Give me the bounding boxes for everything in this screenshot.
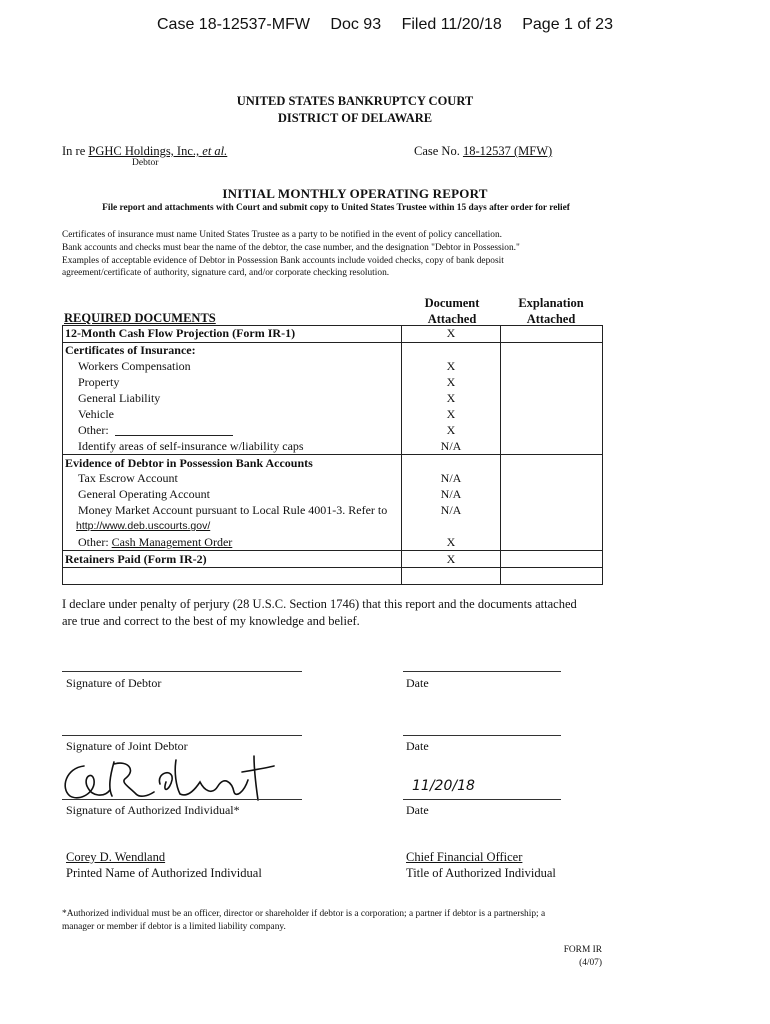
document-attached-cell: N/A: [402, 503, 501, 519]
explanation-attached-cell: [501, 503, 603, 519]
joint-debtor-signature-label: Signature of Joint Debtor: [66, 739, 188, 753]
instruction-line: Certificates of insurance must name United States Trustee as a party to be notified in the event of policy cancellation.: [62, 230, 502, 240]
document-attached-cell: [402, 342, 501, 358]
row-label: [63, 422, 402, 438]
report-subtitle: File report and attachments with Court and submit copy to United States Trustee within 15 days after order for relief: [102, 203, 570, 213]
explanation-attached-cell: [501, 551, 603, 568]
row-label-prefix: Other:: [78, 535, 112, 550]
case-number-label: Case No.: [414, 144, 463, 158]
instructions: [62, 229, 582, 280]
et-al: et al.: [202, 144, 228, 158]
debtor-name: [88, 144, 227, 158]
table-row: [63, 455, 603, 471]
joint-debtor-signature-line[interactable]: [62, 735, 302, 736]
table-row: [63, 359, 603, 375]
table-row: [63, 438, 603, 454]
row-label: General Liability: [63, 391, 402, 407]
document-attached-cell: [402, 568, 501, 585]
row-label: Certificates of Insurance:: [63, 342, 402, 358]
row-label: Property: [63, 375, 402, 391]
debtor-date-label: Date: [406, 676, 429, 690]
form-revision: (4/07): [579, 958, 602, 968]
row-label-text: Other:: [78, 422, 109, 437]
report-title: INITIAL MONTHLY OPERATING REPORT: [222, 186, 488, 201]
explanation-attached-cell: [501, 438, 603, 454]
document-attached-cell: X: [402, 326, 501, 343]
document-attached-cell: [402, 519, 501, 535]
court-name: UNITED STATES BANKRUPTCY COURT: [236, 94, 474, 108]
explanation-attached-cell: [501, 487, 603, 503]
blank-line: [115, 435, 233, 436]
column-header-line: Attached: [526, 312, 576, 326]
signature-drawing: [58, 752, 288, 802]
document-attached-cell: N/A: [402, 487, 501, 503]
in-re-caption: [62, 144, 227, 159]
instruction-line: Examples of acceptable evidence of Debtor in Possession Bank accounts include voided checks, copy of bank deposit: [62, 255, 504, 266]
row-label: Evidence of Debtor in Possession Bank Accounts: [63, 455, 402, 471]
explanation-attached-cell: [501, 519, 603, 535]
handwritten-signature: [58, 752, 288, 802]
document-attached-cell: X: [402, 406, 501, 422]
row-label: General Operating Account: [63, 487, 402, 503]
explanation-attached-cell: [501, 342, 603, 358]
row-label: Workers Compensation: [63, 359, 402, 375]
authorized-date-line[interactable]: [403, 799, 561, 800]
explanation-attached-cell: [501, 326, 603, 343]
table-row: [63, 503, 603, 519]
table-row: [63, 326, 603, 343]
row-label: Money Market Account pursuant to Local Rule 4001-3. Refer to: [63, 503, 402, 519]
table-row: [63, 519, 603, 535]
explanation-attached-cell: [501, 375, 603, 391]
row-label: [63, 535, 402, 551]
filed-date: Filed 11/20/18: [401, 16, 502, 33]
table-row: [63, 487, 603, 503]
required-documents-table: [62, 325, 603, 585]
table-row: [63, 375, 603, 391]
explanation-attached-cell: [501, 406, 603, 422]
explanation-attached-cell: [501, 455, 603, 471]
case-number-value: 18-12537 (MFW): [462, 144, 553, 158]
handwritten-date: 11/20/18: [412, 778, 475, 794]
required-documents-heading: REQUIRED DOCUMENTS: [64, 311, 216, 325]
table-row: [63, 471, 603, 487]
instruction-line: Bank accounts and checks must bear the name of the debtor, the case number, and the designation "Debtor in Possession.": [62, 242, 520, 253]
case-number: [414, 144, 552, 159]
officer-title: Chief Financial Officer: [406, 850, 523, 864]
document-attached-cell: X: [402, 551, 501, 568]
table-row: [63, 342, 603, 358]
explanation-attached-cell: [501, 535, 603, 551]
footnote: *Authorized individual must be an officer, director or shareholder if debtor is a corporation; a partner if debtor is a partnership; a manager or member if debtor is a limited liability company.: [62, 909, 546, 932]
document-attached-cell: [402, 455, 501, 471]
document-attached-cell: X: [402, 422, 501, 438]
authorized-signature-label: Signature of Authorized Individual*: [66, 803, 240, 817]
perjury-declaration: I declare under penalty of perjury (28 U.S.C. Section 1746) that this report and the documents attached are true and correct to the best of my knowledge and belief.: [62, 597, 577, 628]
column-header-line: Attached: [427, 312, 477, 326]
table-row: [63, 422, 603, 438]
table-row: [63, 391, 603, 407]
row-label: Vehicle: [63, 406, 402, 422]
row-label: Retainers Paid (Form IR-2): [63, 551, 402, 568]
document-attached-cell: N/A: [402, 471, 501, 487]
printed-name-label: Printed Name of Authorized Individual: [66, 866, 262, 880]
officer-title-label: Title of Authorized Individual: [406, 866, 556, 880]
explanation-attached-cell: [501, 391, 603, 407]
joint-debtor-date-line[interactable]: [403, 735, 561, 736]
in-re-prefix: In re: [62, 144, 89, 158]
form-name: FORM IR: [563, 945, 602, 955]
column-header-line: Document: [424, 296, 480, 310]
authorized-date-label: Date: [406, 803, 429, 817]
debtor-signature-label: Signature of Debtor: [66, 676, 162, 690]
form-identifier: [540, 944, 602, 970]
explanation-attached-cell: [501, 359, 603, 375]
row-label: 12-Month Cash Flow Projection (Form IR-1): [63, 326, 402, 343]
case-number-header: Case 18-12537-MFW: [157, 16, 310, 33]
document-attached-cell: N/A: [402, 438, 501, 454]
printed-name: Corey D. Wendland: [66, 850, 166, 864]
debtor-date-line[interactable]: [403, 671, 561, 672]
debtor-name-text: PGHC Holdings, Inc.,: [88, 144, 200, 158]
row-label: Identify areas of self-insurance w/liability caps: [63, 438, 402, 454]
document-attached-cell: X: [402, 375, 501, 391]
explanation-attached-cell: [501, 471, 603, 487]
page-count: Page 1 of 23: [522, 16, 613, 33]
document-attached-cell: X: [402, 391, 501, 407]
document-attached-cell: X: [402, 359, 501, 375]
column-header-line: Explanation: [518, 296, 584, 310]
debtor-signature-line[interactable]: [62, 671, 302, 672]
table-row: [63, 568, 603, 585]
column-header-explanation-attached: [501, 295, 601, 327]
instruction-line: agreement/certificate of authority, signature card, and/or corporate checking resolution.: [62, 268, 390, 279]
court-website-link[interactable]: http://www.deb.uscourts.gov/: [63, 519, 402, 535]
table-row: [63, 551, 603, 568]
explanation-attached-cell: [501, 568, 603, 585]
court-title: [0, 93, 710, 127]
table-row: [63, 406, 603, 422]
docket-number: Doc 93: [330, 16, 382, 33]
court-district: DISTRICT OF DELAWARE: [277, 111, 433, 125]
row-label: Tax Escrow Account: [63, 471, 402, 487]
document-attached-cell: X: [402, 535, 501, 551]
table-row: [63, 535, 603, 551]
authorized-signature-line[interactable]: [62, 799, 302, 800]
explanation-attached-cell: [501, 422, 603, 438]
debtor-label: Debtor: [132, 158, 159, 168]
joint-debtor-date-label: Date: [406, 739, 429, 753]
column-header-document-attached: [403, 295, 501, 327]
row-label: [63, 568, 402, 585]
row-label-text: Cash Management Order: [111, 535, 233, 550]
case-header: [0, 16, 770, 34]
